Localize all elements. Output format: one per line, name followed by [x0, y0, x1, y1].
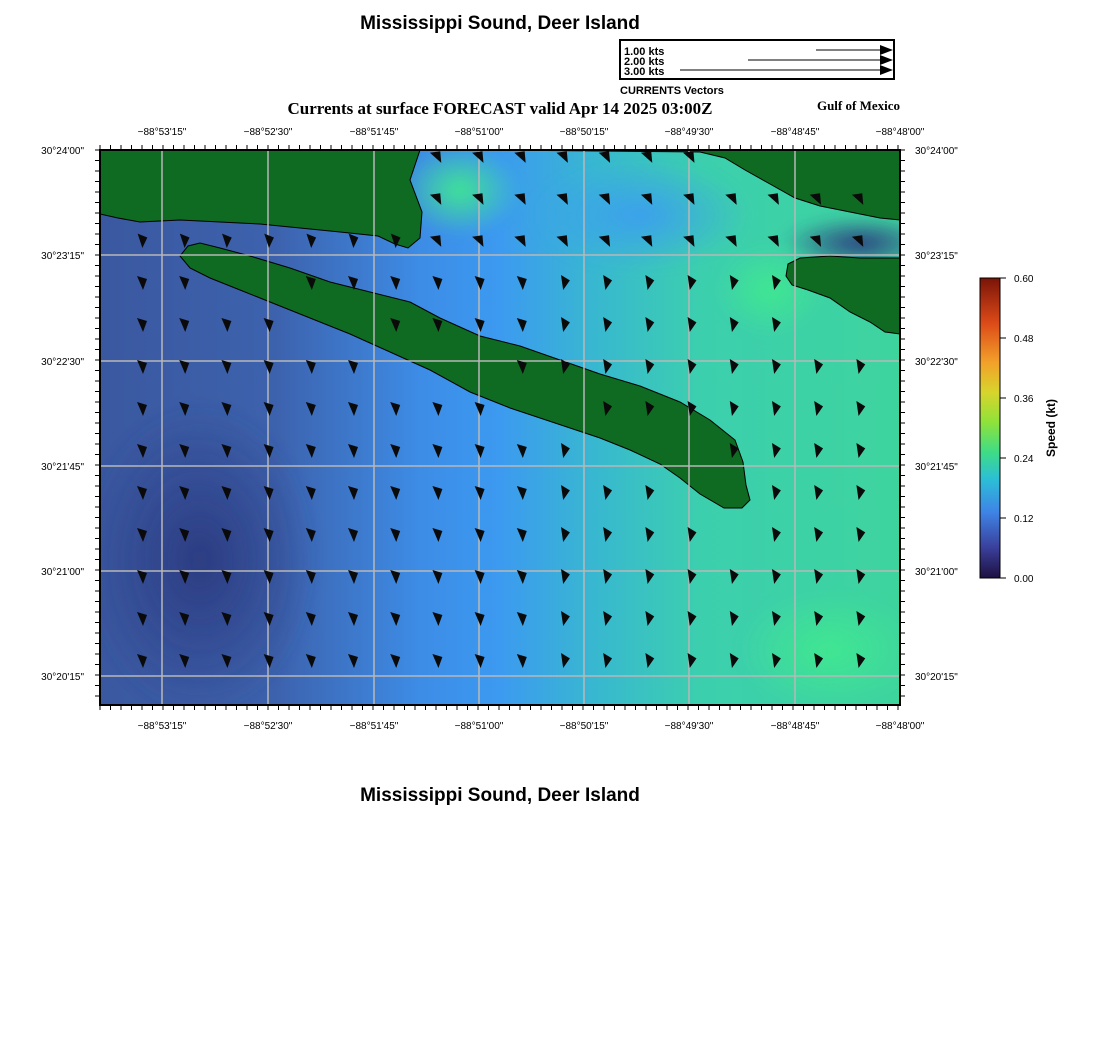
y-axis-labels-right — [915, 146, 958, 683]
y-tick-left-2: 30°23'15" — [41, 251, 84, 262]
x-tick-bottom-6: −88°49'30" — [664, 721, 714, 732]
vector-legend — [620, 40, 894, 97]
y-tick-right-3: 30°22'30" — [915, 357, 958, 368]
legend-caption: CURRENTS Vectors — [620, 85, 724, 97]
colorbar-tick-4: 0.24 — [1014, 454, 1034, 465]
x-tick-bottom-4: −88°51'00" — [454, 721, 504, 732]
x-tick-top-5: −88°50'15" — [559, 127, 609, 138]
y-tick-left-5: 30°21'00" — [41, 567, 84, 578]
x-tick-bottom-3: −88°51'45" — [349, 721, 399, 732]
speed-colorbar — [980, 274, 1058, 585]
y-tick-left-3: 30°22'30" — [41, 357, 84, 368]
y-tick-right-5: 30°21'00" — [915, 567, 958, 578]
map-title: Mississippi Sound, Deer Island — [360, 13, 640, 34]
x-tick-top-4: −88°51'00" — [454, 127, 504, 138]
y-tick-left-6: 30°20'15" — [41, 672, 84, 683]
colorbar-label: Speed (kt) — [1044, 398, 1058, 458]
y-axis-labels-left — [41, 146, 84, 683]
x-tick-top-1: −88°53'15" — [137, 127, 187, 138]
x-tick-bottom-1: −88°53'15" — [137, 721, 187, 732]
colorbar-tick-6: 0.00 — [1014, 574, 1034, 585]
x-tick-bottom-2: −88°52'30" — [243, 721, 293, 732]
colorbar-tick-1: 0.60 — [1014, 274, 1034, 285]
colorbar-tick-3: 0.36 — [1014, 394, 1034, 405]
colorbar-tick-2: 0.48 — [1014, 334, 1034, 345]
y-tick-left-1: 30°24'00" — [41, 146, 84, 157]
x-axis-labels-bottom — [138, 721, 925, 732]
y-tick-right-6: 30°20'15" — [915, 672, 958, 683]
x-tick-top-2: −88°52'30" — [243, 127, 293, 138]
y-tick-right-2: 30°23'15" — [915, 251, 958, 262]
x-tick-top-6: −88°49'30" — [664, 127, 714, 138]
map-plot — [80, 145, 940, 720]
x-tick-bottom-8: −88°48'00" — [875, 721, 925, 732]
colorbar-tick-5: 0.12 — [1014, 514, 1034, 525]
legend-entry-1: 1.00 kts — [624, 46, 665, 58]
y-tick-right-1: 30°24'00" — [915, 146, 958, 157]
region-label: Gulf of Mexico — [816, 98, 900, 113]
x-tick-top-3: −88°51'45" — [349, 127, 399, 138]
legend-entry-3: 3.00 kts — [624, 66, 665, 78]
forecast-subtitle: Currents at surface FORECAST valid Apr 14 2025 03:00Z — [287, 99, 713, 118]
x-tick-bottom-7: −88°48'45" — [770, 721, 820, 732]
legend-entry-2: 2.00 kts — [624, 56, 665, 68]
x-tick-top-7: −88°48'45" — [770, 127, 820, 138]
x-tick-top-8: −88°48'00" — [875, 127, 925, 138]
footer-title: Mississippi Sound, Deer Island — [360, 785, 640, 806]
y-tick-right-4: 30°21'45" — [915, 462, 958, 473]
x-tick-bottom-5: −88°50'15" — [559, 721, 609, 732]
y-tick-left-4: 30°21'45" — [41, 462, 84, 473]
x-axis-labels-top — [138, 127, 925, 138]
